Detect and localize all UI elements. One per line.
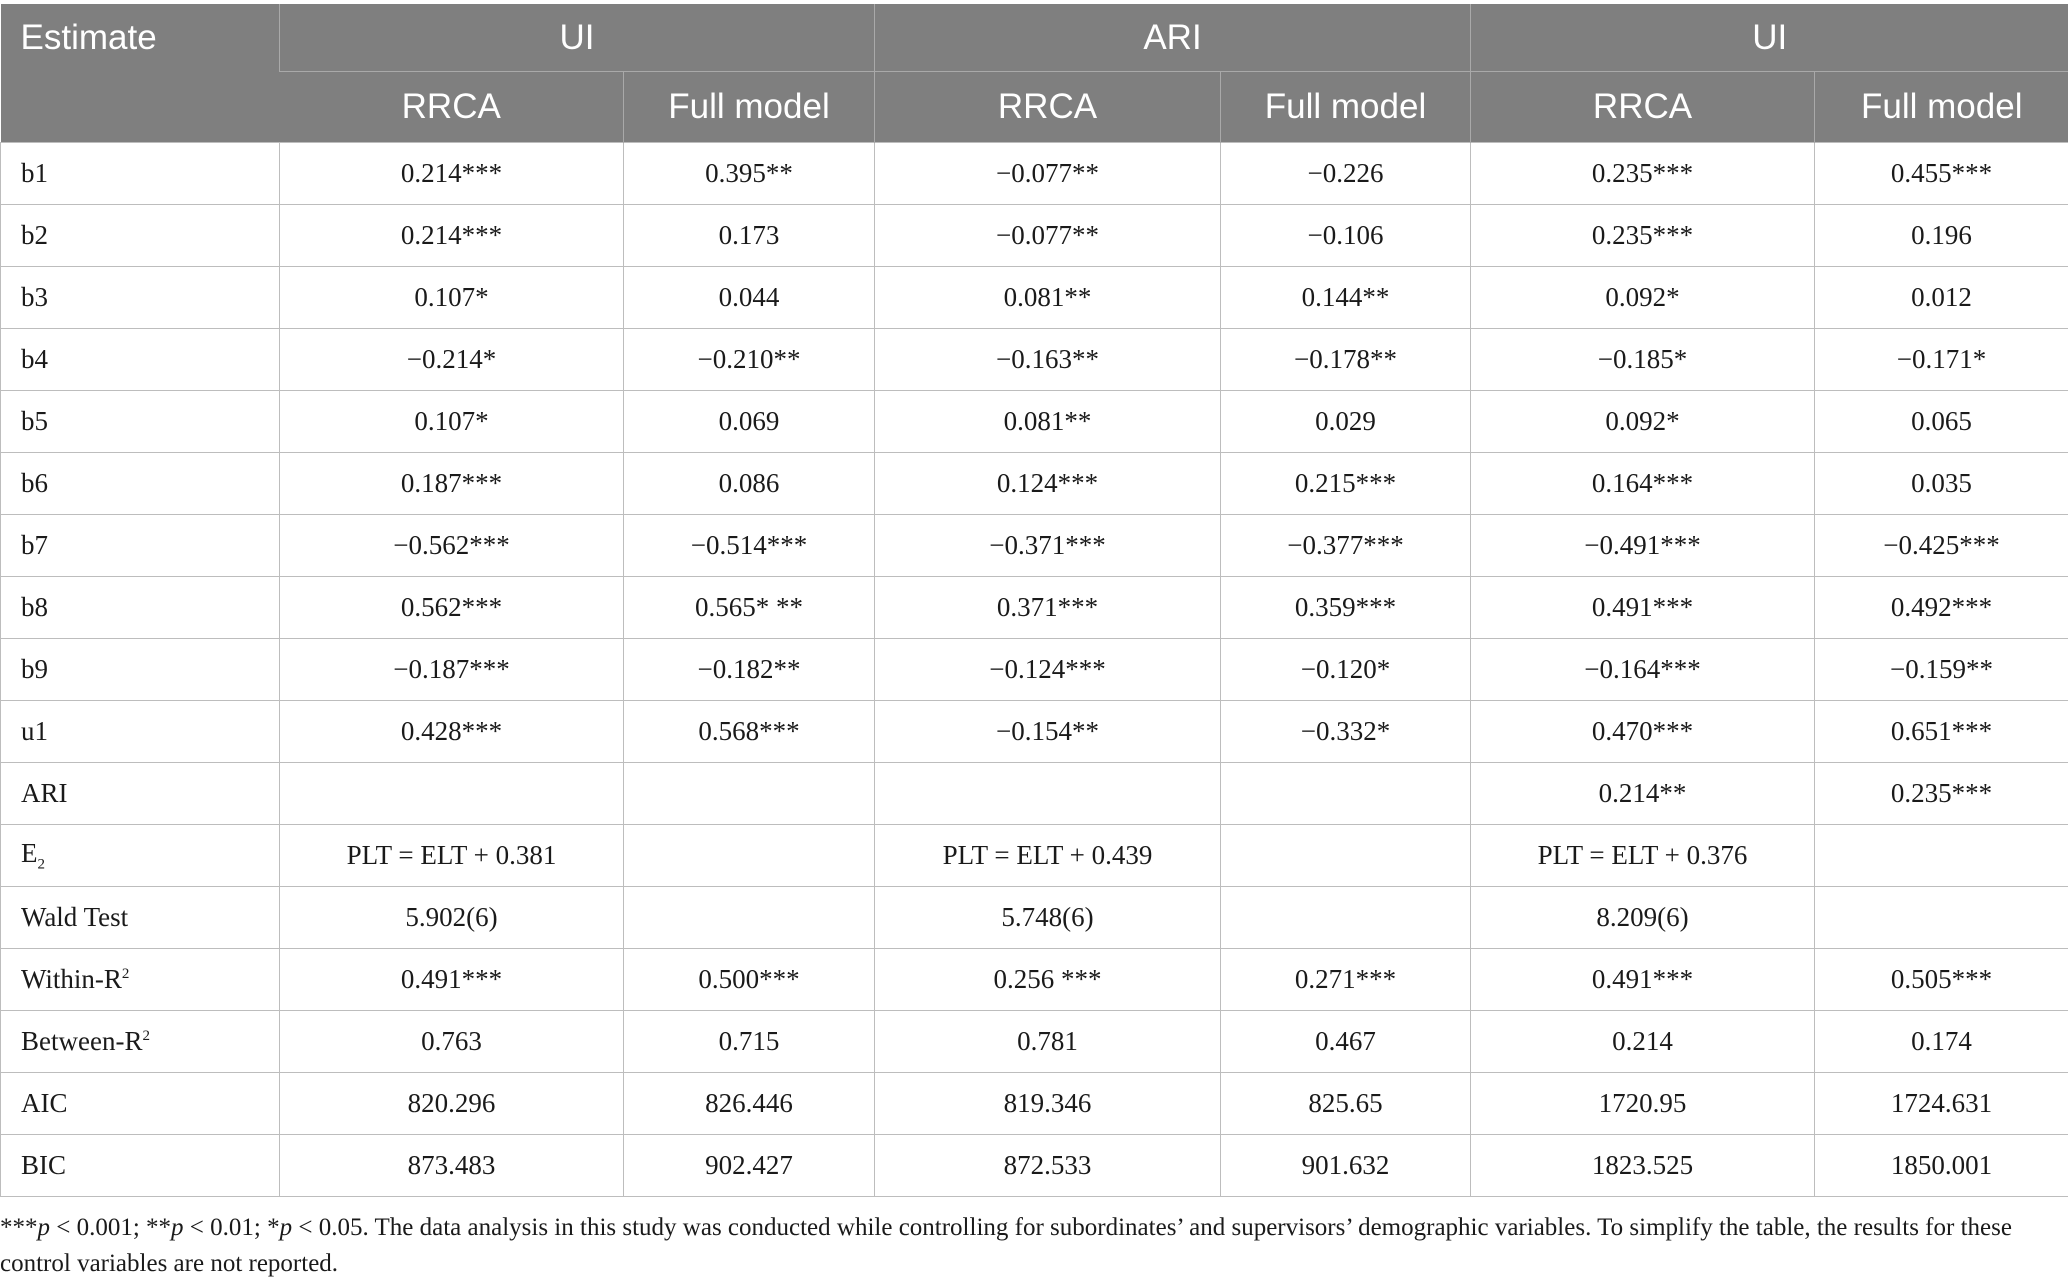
table-row-between-r2 [1, 1011, 2068, 1073]
table-row [1, 205, 2068, 267]
row-label: AIC [1, 1073, 280, 1135]
table-cell [1221, 825, 1471, 887]
table-body [1, 143, 2068, 1197]
table-cell: 0.215*** [1221, 453, 1471, 515]
table-cell: 0.235*** [1471, 205, 1815, 267]
table-cell: 0.491*** [1471, 949, 1815, 1011]
table-cell: −0.187*** [280, 639, 624, 701]
row-label: b4 [1, 329, 280, 391]
table-cell: −0.562*** [280, 515, 624, 577]
table-row [1, 143, 2068, 205]
table-cell: 901.632 [1221, 1135, 1471, 1197]
table-row [1, 701, 2068, 763]
table-cell: −0.425*** [1815, 515, 2068, 577]
table-cell: 0.174 [1815, 1011, 2068, 1073]
table-cell: −0.154** [875, 701, 1221, 763]
table-row [1, 329, 2068, 391]
table-cell: 0.173 [624, 205, 875, 267]
table-cell: −0.164*** [1471, 639, 1815, 701]
table-cell: 0.092* [1471, 267, 1815, 329]
table-cell: −0.077** [875, 143, 1221, 205]
table-cell: 0.107* [280, 391, 624, 453]
subheader-full-model: Full model [1815, 72, 2068, 143]
table-cell: 0.256 *** [875, 949, 1221, 1011]
table-cell: 0.144** [1221, 267, 1471, 329]
row-label: b8 [1, 577, 280, 639]
table-cell: 8.209(6) [1471, 887, 1815, 949]
subheader-rrca: RRCA [875, 72, 1221, 143]
table-cell: −0.377*** [1221, 515, 1471, 577]
table-cell: 0.214 [1471, 1011, 1815, 1073]
table-cell: −0.077** [875, 205, 1221, 267]
row-label: b6 [1, 453, 280, 515]
table-row [1, 515, 2068, 577]
table-cell: 0.069 [624, 391, 875, 453]
table-cell: −0.185* [1471, 329, 1815, 391]
table-cell: 0.235*** [1815, 763, 2068, 825]
table-cell: 0.781 [875, 1011, 1221, 1073]
table-cell: 0.565* ** [624, 577, 875, 639]
table-cell: 0.428*** [280, 701, 624, 763]
row-label: BIC [1, 1135, 280, 1197]
row-label: u1 [1, 701, 280, 763]
table-cell: 0.455*** [1815, 143, 2068, 205]
row-label: b3 [1, 267, 280, 329]
table-cell: 0.196 [1815, 205, 2068, 267]
table-cell: 820.296 [280, 1073, 624, 1135]
table-cell: −0.214* [280, 329, 624, 391]
table-cell: 0.568*** [624, 701, 875, 763]
table-cell: −0.182** [624, 639, 875, 701]
table-cell: 0.035 [1815, 453, 2068, 515]
subheader-rrca: RRCA [280, 72, 624, 143]
table-cell: 0.107* [280, 267, 624, 329]
table-cell: −0.332* [1221, 701, 1471, 763]
subheader-rrca: RRCA [1471, 72, 1815, 143]
table-cell: 0.086 [624, 453, 875, 515]
row-label: b1 [1, 143, 280, 205]
table-cell: 0.029 [1221, 391, 1471, 453]
table-cell: 0.214*** [280, 143, 624, 205]
table-cell [624, 825, 875, 887]
regression-table [0, 4, 2068, 1197]
table-cell: 1823.525 [1471, 1135, 1815, 1197]
table-cell [624, 763, 875, 825]
table-cell: 0.491*** [280, 949, 624, 1011]
table-cell: −0.163** [875, 329, 1221, 391]
table-cell: 0.467 [1221, 1011, 1471, 1073]
regression-table-container [0, 4, 2068, 1197]
table-cell: 0.562*** [280, 577, 624, 639]
table-cell: 0.124*** [875, 453, 1221, 515]
table-cell: 0.763 [280, 1011, 624, 1073]
table-cell: −0.171* [1815, 329, 2068, 391]
table-cell: 0.214** [1471, 763, 1815, 825]
row-label: Within-$R^2$ [1, 949, 280, 1011]
table-row [1, 453, 2068, 515]
table-cell: 0.651*** [1815, 701, 2068, 763]
table-cell: −0.106 [1221, 205, 1471, 267]
table-row-aic [1, 1073, 2068, 1135]
table-cell [1815, 825, 2068, 887]
table-cell: 826.446 [624, 1073, 875, 1135]
table-cell: 0.044 [624, 267, 875, 329]
table-cell: −0.226 [1221, 143, 1471, 205]
table-cell: 0.505*** [1815, 949, 2068, 1011]
table-cell: 0.395** [624, 143, 875, 205]
group-header-ari: ARI [875, 4, 1471, 72]
subheader-full-model: Full model [624, 72, 875, 143]
header-row-models [1, 72, 2068, 143]
table-cell: 0.187*** [280, 453, 624, 515]
table-cell: 0.081** [875, 391, 1221, 453]
table-cell: 902.427 [624, 1135, 875, 1197]
row-label: Between-$R^2$ [1, 1011, 280, 1073]
table-row-bic [1, 1135, 2068, 1197]
table-cell: 5.748(6) [875, 887, 1221, 949]
table-cell: 0.371*** [875, 577, 1221, 639]
table-cell: 0.164*** [1471, 453, 1815, 515]
table-cell: −0.514*** [624, 515, 875, 577]
table-cell: 5.902(6) [280, 887, 624, 949]
table-cell: −0.491*** [1471, 515, 1815, 577]
table-cell: 0.715 [624, 1011, 875, 1073]
table-row [1, 267, 2068, 329]
table-cell [624, 887, 875, 949]
table-cell: 0.359*** [1221, 577, 1471, 639]
table-cell: 825.65 [1221, 1073, 1471, 1135]
table-cell: 0.500*** [624, 949, 875, 1011]
group-header-ui-2: UI [1471, 4, 2068, 72]
table-row [1, 577, 2068, 639]
table-cell: 0.081** [875, 267, 1221, 329]
table-cell [875, 763, 1221, 825]
table-cell: 0.491*** [1471, 577, 1815, 639]
row-label: Wald Test [1, 887, 280, 949]
row-label: b7 [1, 515, 280, 577]
table-cell: −0.124*** [875, 639, 1221, 701]
table-row-wald-test [1, 887, 2068, 949]
table-cell: −0.159** [1815, 639, 2068, 701]
table-cell: −0.210** [624, 329, 875, 391]
table-row-within-r2 [1, 949, 2068, 1011]
table-cell: 0.271*** [1221, 949, 1471, 1011]
row-label: b5 [1, 391, 280, 453]
estimate-header: Estimate [1, 4, 280, 143]
table-cell: PLT = ELT + 0.439 [875, 825, 1221, 887]
table-cell: PLT = ELT + 0.376 [1471, 825, 1815, 887]
table-cell [1221, 887, 1471, 949]
table-cell: 0.012 [1815, 267, 2068, 329]
table-cell: 0.235*** [1471, 143, 1815, 205]
table-row [1, 639, 2068, 701]
row-label: ARI [1, 763, 280, 825]
table-cell: 819.346 [875, 1073, 1221, 1135]
row-label: $E_2$ [1, 825, 280, 887]
table-cell: 0.065 [1815, 391, 2068, 453]
table-cell: 0.492*** [1815, 577, 2068, 639]
table-cell: 0.092* [1471, 391, 1815, 453]
table-row [1, 391, 2068, 453]
table-cell: −0.371*** [875, 515, 1221, 577]
subheader-full-model: Full model [1221, 72, 1471, 143]
table-row-e2 [1, 825, 2068, 887]
table-footnote: ***p < 0.001; **p < 0.01; *p < 0.05. The data analysis in this study was conducted while controlling for subordinates’ and supervisors’ demographic variables. To simplify the table, the results for these control variables are not reported. [0, 1214, 2012, 1277]
row-label: b9 [1, 639, 280, 701]
table-cell: 0.470*** [1471, 701, 1815, 763]
table-cell [280, 763, 624, 825]
group-header-ui: UI [280, 4, 875, 72]
table-cell: −0.120* [1221, 639, 1471, 701]
table-cell: 1850.001 [1815, 1135, 2068, 1197]
table-cell [1221, 763, 1471, 825]
table-cell: 873.483 [280, 1135, 624, 1197]
table-header [1, 4, 2068, 143]
table-cell: 872.533 [875, 1135, 1221, 1197]
table-cell: −0.178** [1221, 329, 1471, 391]
table-row [1, 763, 2068, 825]
header-row-groups [1, 4, 2068, 72]
table-cell: 0.214*** [280, 205, 624, 267]
row-label: b2 [1, 205, 280, 267]
table-cell: 1724.631 [1815, 1073, 2068, 1135]
table-cell: PLT = ELT + 0.381 [280, 825, 624, 887]
table-cell [1815, 887, 2068, 949]
table-cell: 1720.95 [1471, 1073, 1815, 1135]
